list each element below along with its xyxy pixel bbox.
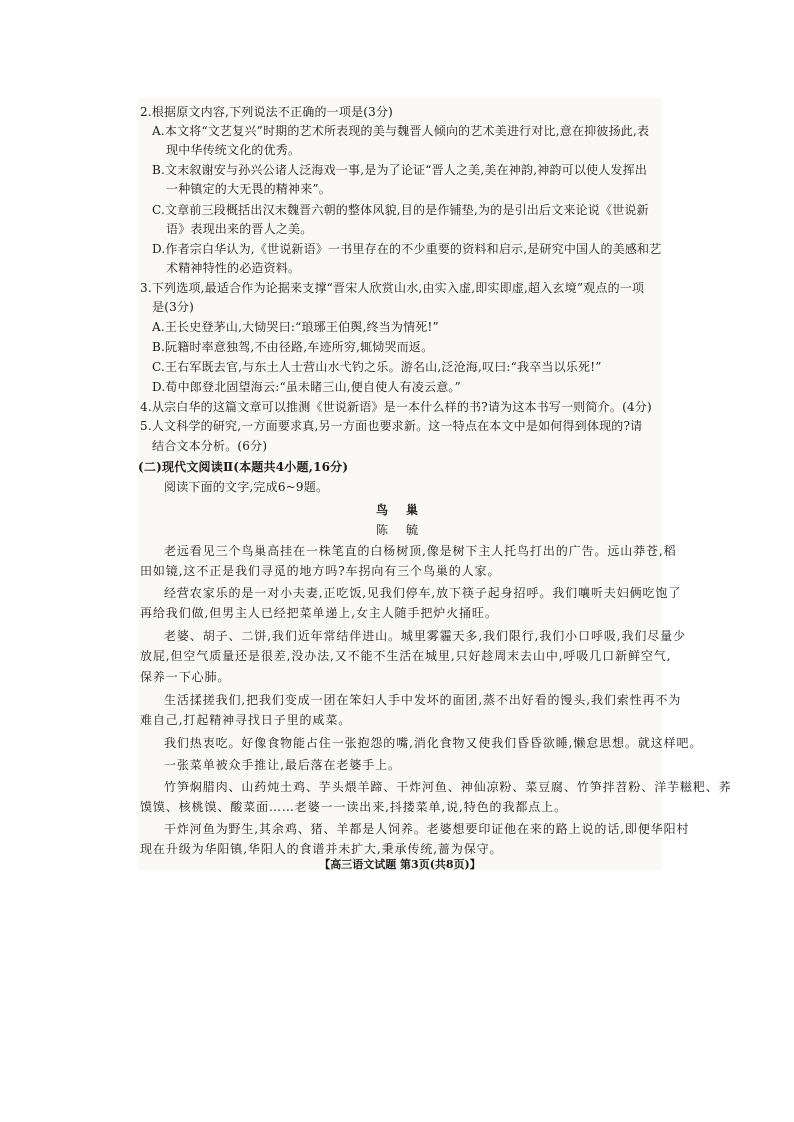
story-paragraph-1: 老远看见三个鸟巢高挂在一株笔直的白杨树顶,像是树下主人托鸟打出的广告。远山莽苍,稻 [164, 544, 677, 558]
q2-option-c: C.文章前三段概括出汉末魏晋六朝的整体风貌,目的是作铺垫,为的是引出后文来论说《世说新 [152, 203, 649, 217]
q3-option-a: A.王长史登茅山,大恸哭曰:“琅琊王伯舆,终当为情死!” [152, 320, 439, 334]
story-paragraph-2-cont: 再给我们做,但男主人已经把菜单递上,女主人随手把炉火捅旺。 [140, 606, 498, 620]
exam-page [138, 98, 732, 871]
q2-option-b-cont: 一种镇定的大无畏的精神来”。 [166, 182, 331, 196]
story-paragraph-4-cont: 难自己,打起精神寻找日子里的咸菜。 [140, 713, 352, 727]
q3-stem-cont: 是(3分) [152, 300, 194, 314]
story-paragraph-6: 一张菜单被众手推让,最后落在老婆手上。 [164, 758, 401, 772]
story-paragraph-3: 老婆、胡子、二饼,我们近年常结伴进山。城里雾霾天多,我们限行,我们小口呼吸,我们尽量少 [164, 629, 686, 643]
q3-option-b: B.阮籍时率意独驾,不由径路,车迹所穷,辄恸哭而返。 [152, 340, 434, 354]
story-paragraph-8-cont: 现在升级为华阳镇,华阳人的食谱并未扩大,秉承传统,蔷为保守。 [140, 842, 503, 856]
q5-stem: 5.人文科学的研究,一方面要求真,另一方面也要求新。这一特点在本文中是如何得到体现的?请 [140, 419, 643, 433]
story-author: 陈毓 [376, 523, 437, 537]
q2-option-d-cont: 术精神特性的必造资料。 [166, 261, 301, 275]
page-footer: 【高三语文试题 第3页(共8页)】 [319, 858, 481, 871]
q2-option-a-cont: 现中华传统文化的优秀。 [166, 143, 301, 157]
q3-option-d: D.荀中郎登北固望海云:“虽未睹三山,便自使人有凌云意。” [152, 380, 461, 394]
q2-option-b: B.文末叙谢安与孙兴公诸人泛海戏一事,是为了论证“晋人之美,美在神韵,神韵可以使人发挥出 [152, 163, 648, 177]
story-paragraph-4: 生活揉搓我们,把我们变成一团在笨妇人手中发坏的面团,蒸不出好看的馒头,我们索性再不为 [164, 693, 682, 707]
story-paragraph-7-cont: 馍馍、核桃馍、酸菜面……老婆一一读出来,抖搂菜单,说,特色的我都点上。 [140, 800, 567, 814]
story-paragraph-7: 竹笋焖腊肉、山药炖土鸡、芋头煨羊蹄、干炸河鱼、神仙凉粉、菜豆腐、竹笋拌苕粉、洋芋糍粑、荞 [164, 780, 732, 794]
story-title: 鸟巢 [376, 503, 437, 517]
section-heading: (二)现代文阅读Ⅱ(本题共4小题,16分) [138, 460, 349, 474]
story-paragraph-2: 经营农家乐的是一对小夫妻,正吃饭,见我们停车,放下筷子起身招呼。我们嚷听夫妇俩吃饱了 [164, 586, 682, 600]
story-paragraph-1-cont: 田如镜,这不正是我们寻觅的地方吗?车拐向有三个鸟巢的人家。 [140, 564, 501, 578]
q3-stem: 3.下列选项,最适合作为论据来支撑“晋宋人欣赏山水,由实入虚,即实即虚,超入玄境”观点的一项 [140, 281, 645, 295]
q4-stem: 4.从宗白华的这篇文章可以推测《世说新语》是一本什么样的书?请为这本书写一则简介。(4分) [140, 400, 652, 414]
q2-option-a: A.本文将“文艺复兴”时期的艺术所表现的美与魏晋人倾向的艺术美进行对比,意在抑彼扬此,表 [152, 124, 650, 138]
q5-stem-cont: 结合文本分析。(6分) [152, 439, 268, 453]
story-paragraph-5: 我们热衷吃。好像食物能占住一张抱怨的嘴,消化食物又使我们昏昏欲睡,懒怠思想。就这样吧。 [164, 736, 703, 750]
q2-option-d: D.作者宗白华认为,《世说新语》一书里存在的不少重要的资料和启示,是研究中国人的美感和艺 [152, 242, 662, 256]
story-paragraph-3-end: 保养一下心肺。 [140, 670, 231, 684]
story-paragraph-8: 干炸河鱼为野生,其余鸡、猪、羊都是人饲养。老婆想要印证他在来的路上说的话,即便华阳村 [164, 822, 690, 836]
story-paragraph-3-cont: 放屁,但空气质量还是很差,没办法,又不能不生活在城里,只好趁周末去山中,呼吸几口新鲜空气, [140, 649, 672, 663]
q2-option-c-cont: 语》表现出来的晋人之美。 [166, 222, 313, 236]
section-instruction: 阅读下面的文字,完成6~9题。 [164, 480, 329, 494]
q2-stem: 2.根据原文内容,下列说法不正确的一项是(3分) [140, 105, 394, 119]
q3-option-c: C.王右军既去官,与东土人士营山水弋钓之乐。游名山,泛沧海,叹曰:“我卒当以乐死!” [152, 360, 602, 374]
